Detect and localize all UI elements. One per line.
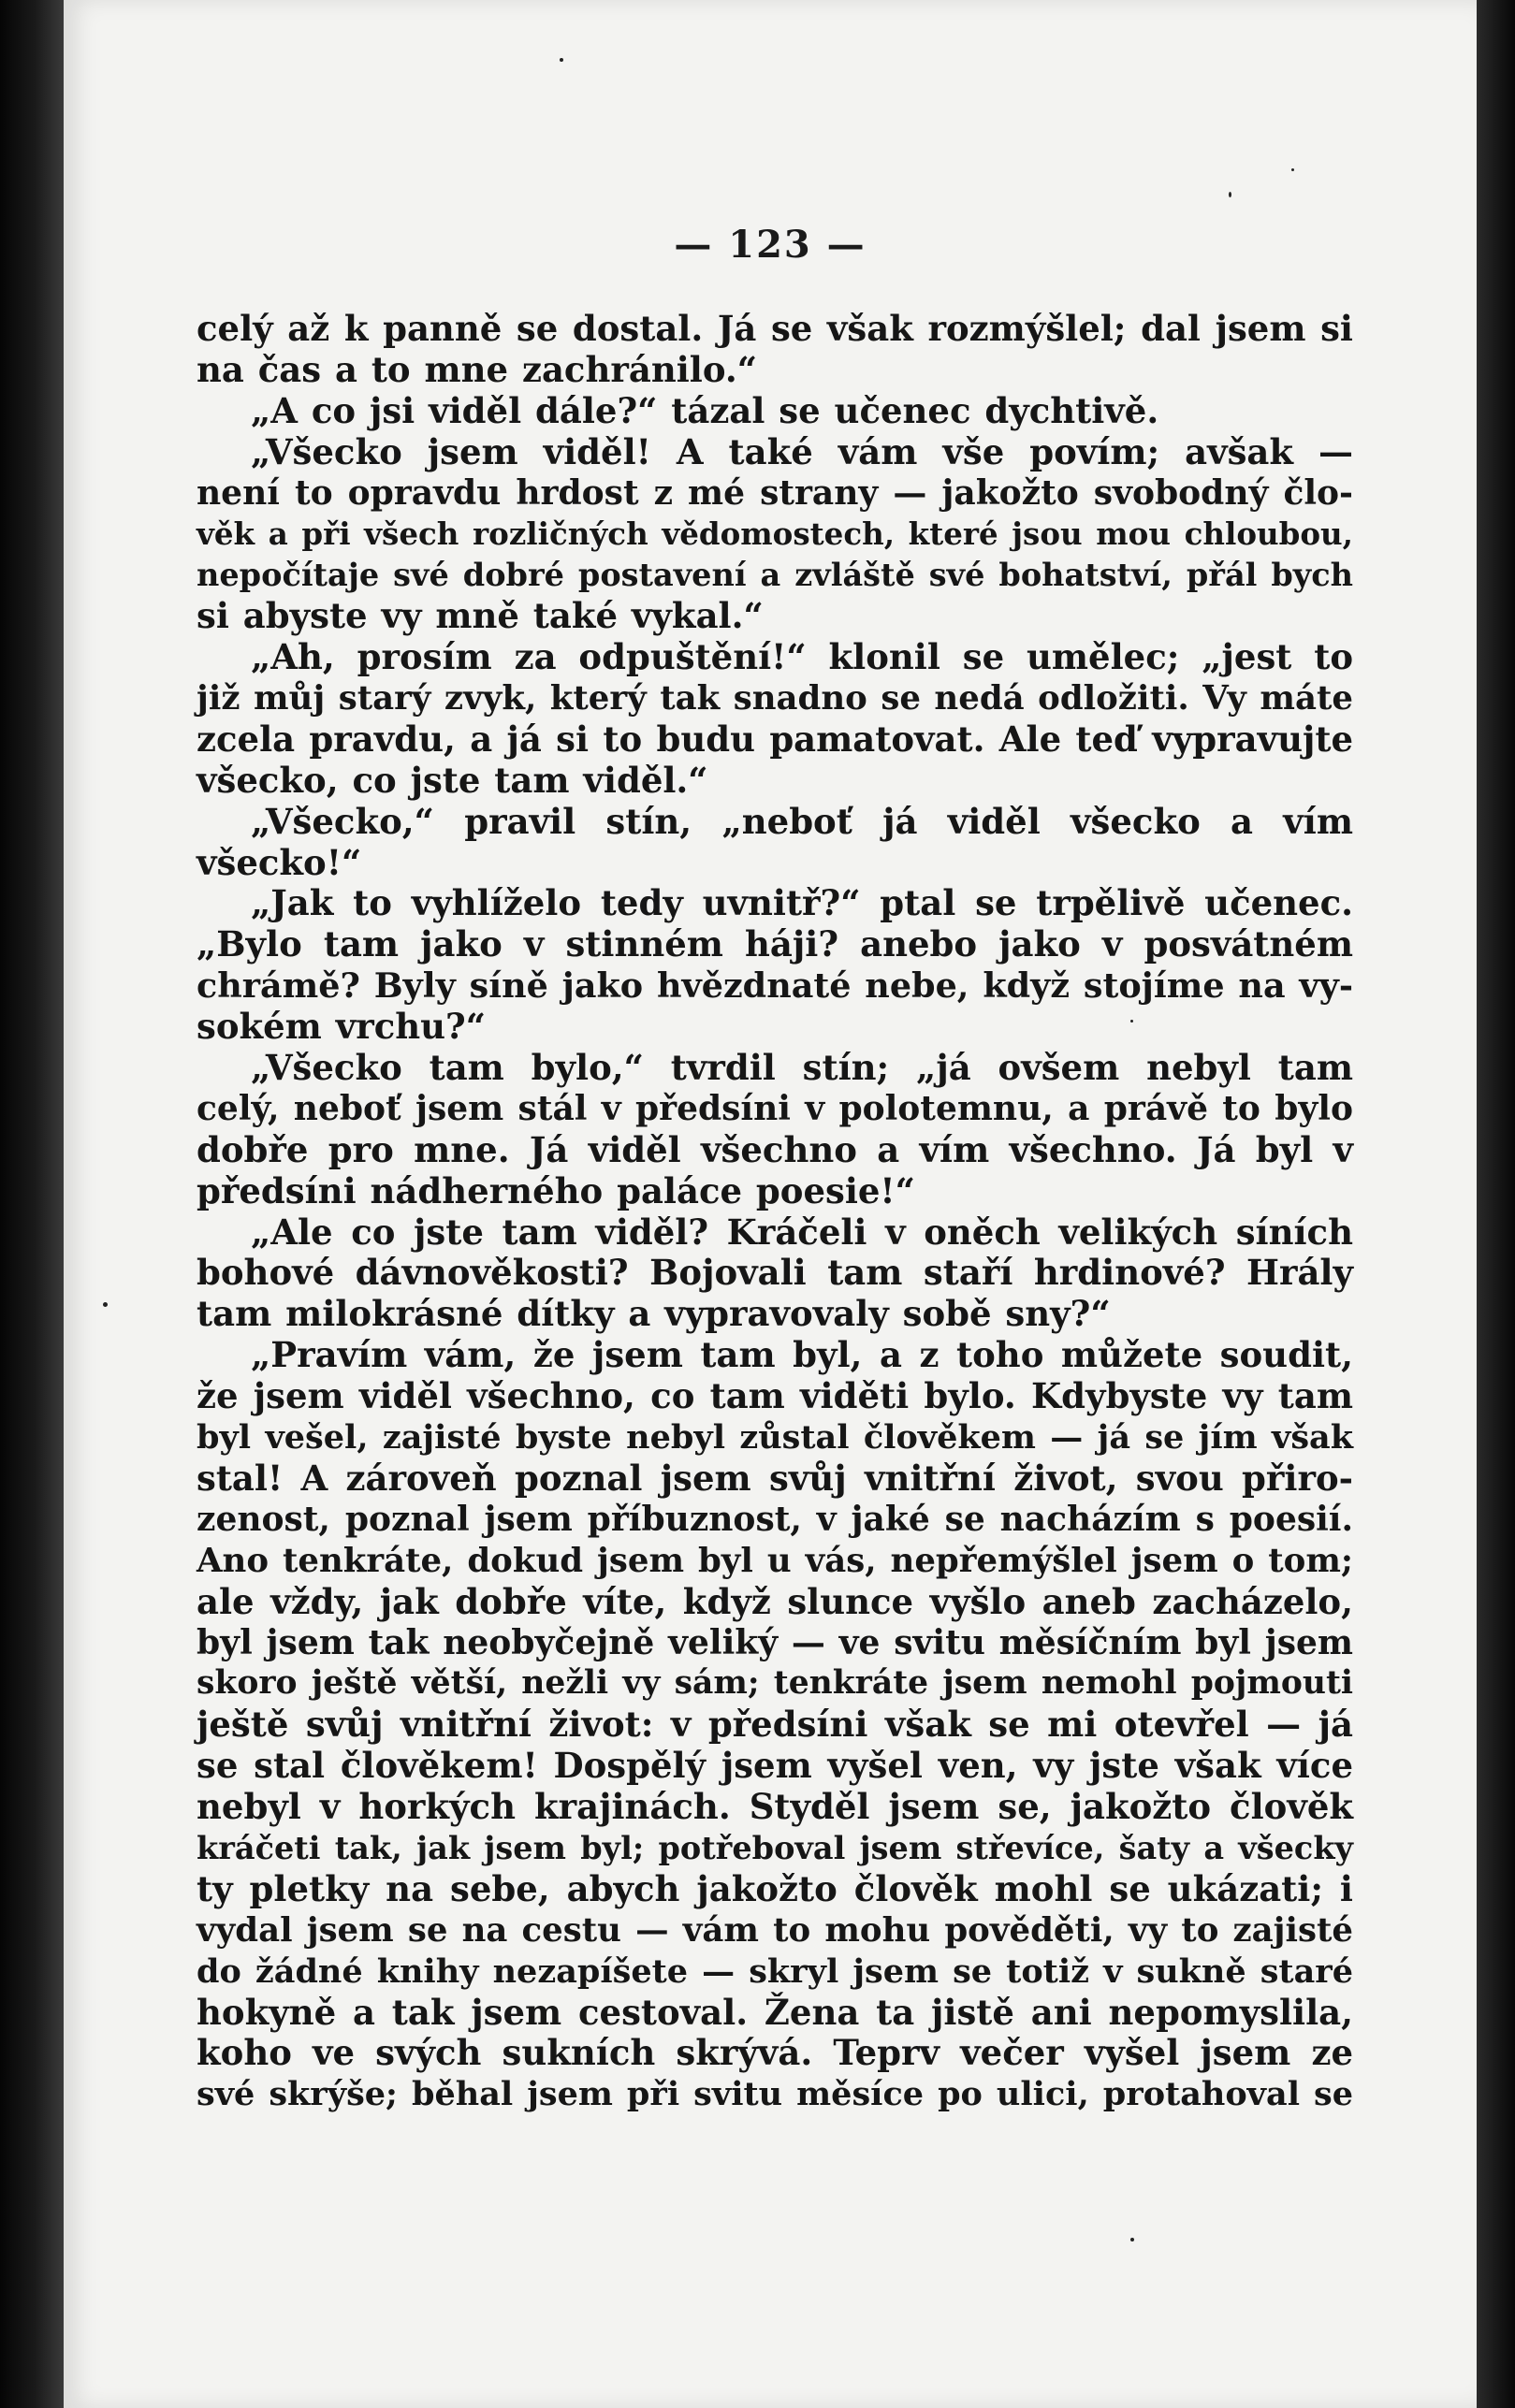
text-line: zcela pravdu, a já si to budu pamatovat. Ale teď vypravujte <box>197 718 1353 760</box>
text-line: koho ve svých sukních skrývá. Teprv večer vyšel jsem ze <box>197 2032 1353 2074</box>
text-line: věk a při všech rozličných vědomostech, které jsou mou chloubou, <box>197 515 1353 553</box>
text-line: stal! A zároveň poznal jsem svůj vnitřní život, svou přiro- <box>197 1457 1353 1499</box>
text-line: sokém vrchu?“ <box>197 1006 487 1048</box>
text-line: nepočítaje své dobré postavení a zvláště své bohatství, přál bych <box>197 557 1353 594</box>
text-line: chrámě? Byly síně jako hvězdnaté nebe, když stojíme na vy- <box>197 965 1353 1007</box>
text-line: vydal jsem se na cestu — vám to mohu pověděti, vy to zajisté <box>197 1910 1353 1950</box>
scan-right-edge <box>1477 0 1515 2408</box>
text-line: skoro ještě větší, nežli vy sám; tenkráte jsem nemohl pojmouti <box>197 1664 1353 1703</box>
text-line: všecko, co jste tam viděl.“ <box>197 759 708 801</box>
text-line: na čas a to mne zachránilo.“ <box>197 348 758 390</box>
book-page <box>64 0 1477 2408</box>
text-line: si abyste vy mně také vykal.“ <box>197 595 764 637</box>
text-line: „Pravím vám, že jsem tam byl, a z toho můžete soudit, <box>251 1334 1353 1376</box>
page-number: — 123 — <box>674 223 867 267</box>
text-line: hokyně a tak jsem cestoval. Žena ta jistě ani nepomyslila, <box>197 1991 1353 2033</box>
text-line: „Všecko jsem viděl! A také vám vše povím; avšak — <box>251 430 1353 472</box>
text-line: celý, neboť jsem stál v předsíni v polotemnu, a právě to bylo <box>197 1088 1353 1128</box>
text-line: že jsem viděl všechno, co tam viděti bylo. Kdybyste vy tam <box>197 1375 1353 1417</box>
text-line: se stal člověkem! Dospělý jsem vyšel ven, vy jste však více <box>197 1745 1353 1787</box>
text-line: byl jsem tak neobyčejně veliký — ve svitu měsíčním byl jsem <box>197 1622 1353 1662</box>
text-line: celý až k panně se dostal. Já se však rozmýšlel; dal jsem si <box>197 308 1353 349</box>
text-line: ale vždy, jak dobře víte, když slunce vyšlo aneb zacházelo, <box>197 1580 1353 1622</box>
text-line: předsíni nádherného paláce poesie!“ <box>197 1169 915 1211</box>
text-line: již můj starý zvyk, který tak snadno se nedá odložiti. Vy máte <box>197 679 1353 718</box>
body-text <box>197 309 1353 2115</box>
scan-left-edge <box>0 0 64 2408</box>
text-line: „Jak to vyhlíželo tedy uvnitř?“ ptal se trpělivě učenec. <box>251 882 1353 924</box>
text-line: zenost, poznal jsem příbuznost, v jaké se nacházím s poesií. <box>197 1499 1353 1539</box>
text-line: bohové dávnověkosti? Bojovali tam staří hrdinové? Hrály <box>197 1252 1353 1294</box>
text-line: byl vešel, zajisté byste nebyl zůstal člověkem — já se jím však <box>197 1418 1353 1458</box>
text-line: všecko!“ <box>197 841 362 883</box>
text-line: dobře pro mne. Já viděl všechno a vím všechno. Já byl v <box>197 1128 1353 1170</box>
text-line: není to opravdu hrdost z mé strany — jakožto svobodný člo- <box>197 472 1353 513</box>
text-line: tam milokrásné dítky a vypravovaly sobě sny?“ <box>197 1293 1111 1335</box>
text-line: nebyl v horkých krajinách. Styděl jsem se, jakožto člověk <box>197 1786 1353 1828</box>
text-line: Ano tenkráte, dokud jsem byl u vás, nepřemýšlel jsem o tom; <box>197 1541 1353 1580</box>
text-line: „Ale co jste tam viděl? Kráčeli v oněch velikých síních <box>251 1211 1353 1253</box>
text-line: „A co jsi viděl dále?“ tázal se učenec dychtivě. <box>251 389 1159 431</box>
text-line: ty pletky na sebe, abych jakožto člověk mohl se ukázati; i <box>197 1867 1353 1909</box>
text-line: ještě svůj vnitřní život: v předsíni však se mi otevřel — já <box>197 1704 1353 1746</box>
text-line: své skrýše; běhal jsem při svitu měsíce po ulici, protahoval se <box>197 2075 1353 2114</box>
text-line: do žádné knihy nezapíšete — skryl jsem se totiž v sukně staré <box>197 1951 1353 1991</box>
text-line: „Všecko,“ pravil stín, „neboť já viděl všecko a vím <box>251 800 1353 842</box>
text-line: kráčeti tak, jak jsem byl; potřeboval jsem střevíce, šaty a všecky <box>197 1829 1353 1866</box>
text-line: „Ah, prosím za odpuštění!“ klonil se umělec; „jest to <box>251 636 1353 678</box>
text-line: „Bylo tam jako v stinném háji? anebo jako v posvátném <box>197 923 1353 965</box>
text-line: „Všecko tam bylo,“ tvrdil stín; „já ovšem nebyl tam <box>251 1047 1353 1089</box>
